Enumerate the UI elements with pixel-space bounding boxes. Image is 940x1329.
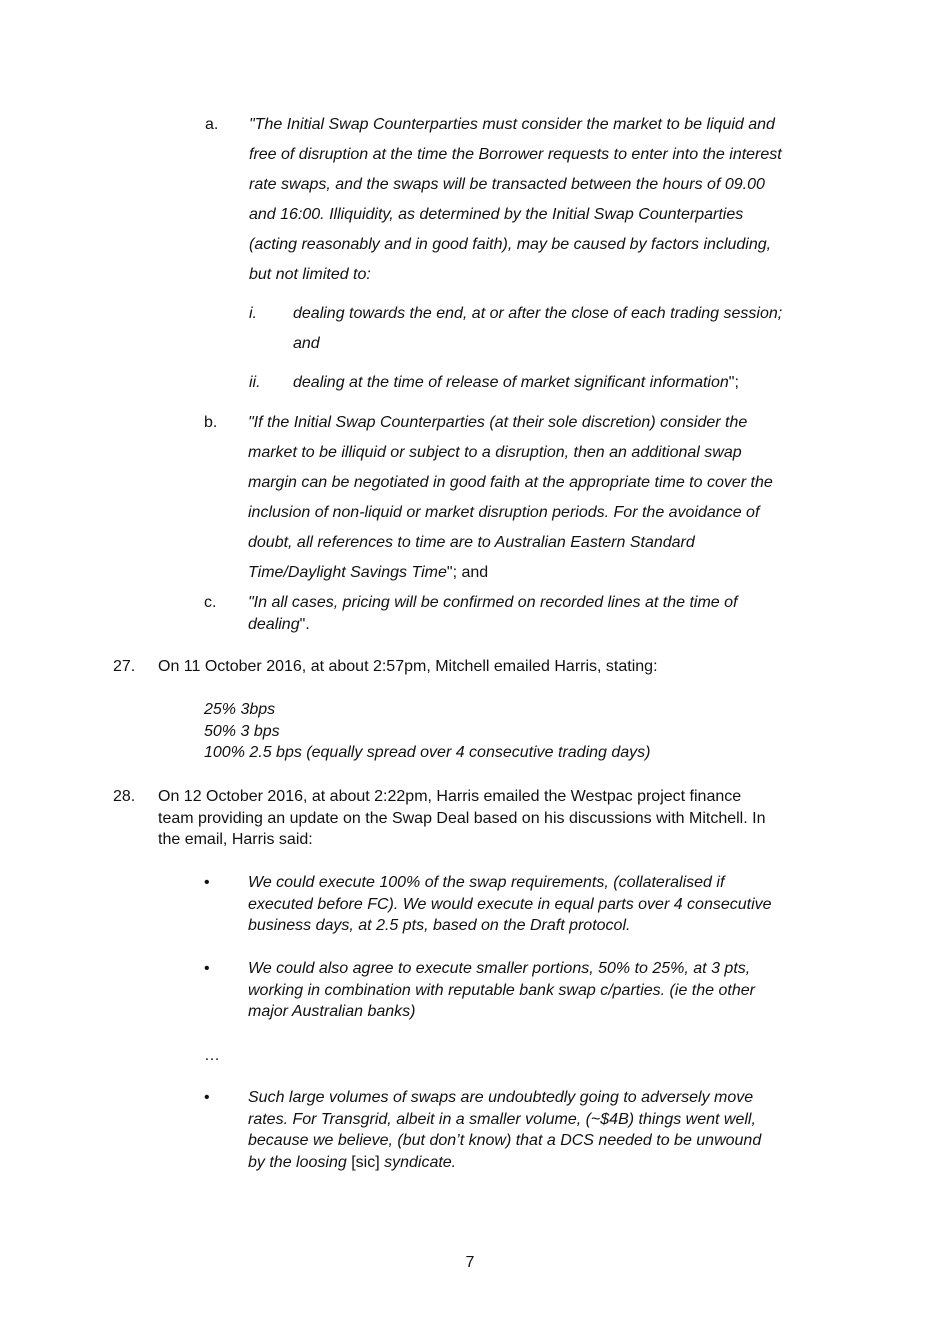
bullet-line: We could also agree to execute smaller portions, 50% to 25%, at 3 pts, [248, 960, 751, 977]
sub-i-text [293, 299, 782, 359]
clause-a-line: (acting reasonably and in good faith), may be caused by factors including, [249, 236, 772, 253]
bullet-3-text [248, 1087, 761, 1173]
clause-a-line: and 16:00. Illiquidity, as determined by the Initial Swap Counterparties [249, 206, 744, 223]
bullet-line: executed before FC). We would execute in equal parts over 4 consecutive [248, 895, 772, 913]
quote-line: 25% 3bps [204, 701, 276, 718]
bullet-icon: • [204, 874, 210, 891]
sub-ii-italic: dealing at the time of release of market significant information [293, 374, 729, 391]
clause-c-line [248, 614, 737, 636]
clause-b-last-line [248, 558, 773, 588]
sic-marker: [sic] [351, 1153, 380, 1171]
clause-a-label: a. [205, 116, 219, 133]
page-number: 7 [465, 1254, 475, 1271]
bullet-last-pre: by the loosing [248, 1153, 352, 1171]
clause-b-line: "If the Initial Swap Counterparties (at their sole discretion) consider the [248, 414, 748, 431]
clause-b-label: b. [204, 414, 218, 431]
sub-ii-text [293, 368, 739, 398]
para-28-line: the email, Harris said: [158, 831, 313, 848]
clause-c-label: c. [204, 594, 217, 611]
clause-c-text [248, 592, 737, 635]
clause-b-last-italic: Time/Daylight Savings Time [248, 564, 447, 581]
bullet-line: business days, at 2.5 pts, based on the Draft protocol. [248, 917, 631, 934]
sub-ii-label: ii. [249, 374, 261, 391]
para-28-number: 28. [113, 788, 136, 805]
quote-line: 50% 3 bps [204, 722, 280, 740]
clause-b-line: market to be illiquid or subject to a disruption, then an additional swap [248, 444, 742, 461]
para-27-text: On 11 October 2016, at about 2:57pm, Mitchell emailed Harris, stating: [158, 658, 658, 675]
clause-a-line: "The Initial Swap Counterparties must consider the market to be liquid and [249, 116, 775, 133]
omission-ellipsis: … [204, 1047, 220, 1064]
bullet-line: Such large volumes of swaps are undoubtedly going to adversely move [248, 1089, 754, 1106]
clause-a-line: rate swaps, and the swaps will be transacted between the hours of 09.00 [249, 176, 765, 193]
clause-b-line: doubt, all references to time are to Australian Eastern Standard [248, 534, 695, 551]
bullet-line: major Australian banks) [248, 1003, 416, 1020]
clause-b-text [248, 408, 773, 588]
para-28-line: team providing an update on the Swap Deal based on his discussions with Mitchell. In [158, 809, 766, 827]
bullet-line: working in combination with reputable bank swap c/parties. (ie the other [248, 981, 755, 999]
bullet-1-text [248, 872, 772, 937]
bullet-last-line [248, 1152, 761, 1174]
clause-b-last-tail: "; and [446, 564, 489, 581]
bullet-line: because we believe, (but don’t know) that a DCS needed to be unwound [248, 1132, 762, 1149]
bullet-2-text [248, 958, 755, 1023]
sub-i-line: dealing towards the end, at or after the close of each trading session; [293, 305, 783, 322]
clause-b-line: margin can be negotiated in good faith at the appropriate time to cover the [248, 474, 773, 491]
clause-a-text [249, 110, 782, 290]
bullet-line: We could execute 100% of the swap requirements, (collateralised if [248, 874, 725, 891]
quote-line: 100% 2.5 bps (equally spread over 4 consecutive trading days) [204, 744, 651, 761]
bullet-icon: • [204, 960, 210, 977]
para-27-quote [204, 699, 650, 764]
clause-a-line: free of disruption at the time the Borrower requests to enter into the interest [249, 146, 782, 163]
para-27-number: 27. [113, 658, 136, 675]
clause-a-line: but not limited to: [249, 266, 371, 283]
sub-i-line: and [293, 335, 320, 352]
clause-b-line: inclusion of non-liquid or market disruption periods. For the avoidance of [248, 504, 760, 521]
clause-c-line: "In all cases, pricing will be confirmed on recorded lines at the time of [248, 594, 738, 611]
bullet-line: rates. For Transgrid, albeit in a smaller volume, (~$4B) things went well, [248, 1110, 756, 1128]
clause-c-italic: dealing [248, 615, 300, 633]
para-28-line: On 12 October 2016, at about 2:22pm, Harris emailed the Westpac project finance [158, 788, 742, 805]
para-28-text [158, 786, 765, 851]
sub-ii-tail: "; [728, 374, 739, 391]
bullet-last-post: syndicate. [379, 1153, 457, 1171]
sub-i-label: i. [249, 305, 257, 322]
clause-c-tail: ". [299, 615, 310, 633]
bullet-icon: • [204, 1089, 210, 1106]
